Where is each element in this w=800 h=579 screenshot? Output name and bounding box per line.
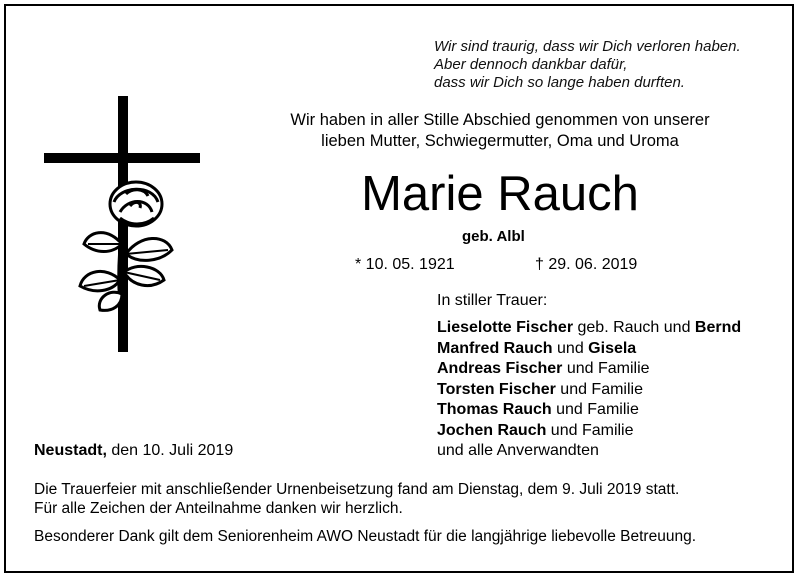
quote-line: Aber dennoch dankbar dafür, xyxy=(434,56,628,73)
birth-name: geb. Albl xyxy=(462,228,525,245)
mourner-entry: Lieselotte Fischer geb. Rauch und Bernd xyxy=(437,319,742,336)
footer-line: Die Trauerfeier mit anschließender Urnenbeisetzung fand am Dienstag, dem 9. Juli 2019 statt. xyxy=(34,481,680,498)
intro-line: Wir haben in aller Stille Abschied genommen von unserer xyxy=(290,111,710,129)
footer-line: Besonderer Dank gilt dem Seniorenheim AWO Neustadt für die langjährige liebevolle Betreuung. xyxy=(34,528,696,545)
mourners-list xyxy=(437,318,741,462)
memorial-quote xyxy=(434,38,774,92)
death-date: † 29. 06. 2019 xyxy=(535,256,638,273)
mourners-heading: In stiller Trauer: xyxy=(437,292,548,309)
intro-line: lieben Mutter, Schwiegermutter, Oma und Uroma xyxy=(321,132,679,150)
quote-line: dass wir Dich so lange haben durften. xyxy=(434,74,685,91)
mourner-entry: Thomas Rauch und Familie xyxy=(437,401,639,418)
mourner-entry: Manfred Rauch und Gisela xyxy=(437,339,637,357)
cross-with-rose-icon xyxy=(40,94,200,356)
place-date-text: den 10. Juli 2019 xyxy=(106,442,234,459)
footer-text xyxy=(34,480,784,546)
deceased-name: Marie Rauch xyxy=(361,167,639,221)
birth-date: * 10. 05. 1921 xyxy=(355,256,455,273)
quote-line: Wir sind traurig, dass wir Dich verloren haben. xyxy=(434,38,741,55)
mourner-entry: Andreas Fischer und Familie xyxy=(437,360,650,377)
mourner-entry: Torsten Fischer und Familie xyxy=(437,380,643,398)
place-and-date xyxy=(34,442,233,460)
intro-text xyxy=(250,110,750,152)
footer-line: Für alle Zeichen der Anteilnahme danken wir herzlich. xyxy=(34,500,403,517)
place-city: Neustadt, xyxy=(34,442,107,459)
mourner-entry: Jochen Rauch und Familie xyxy=(437,421,634,439)
mourner-closing: und alle Anverwandten xyxy=(437,442,599,459)
